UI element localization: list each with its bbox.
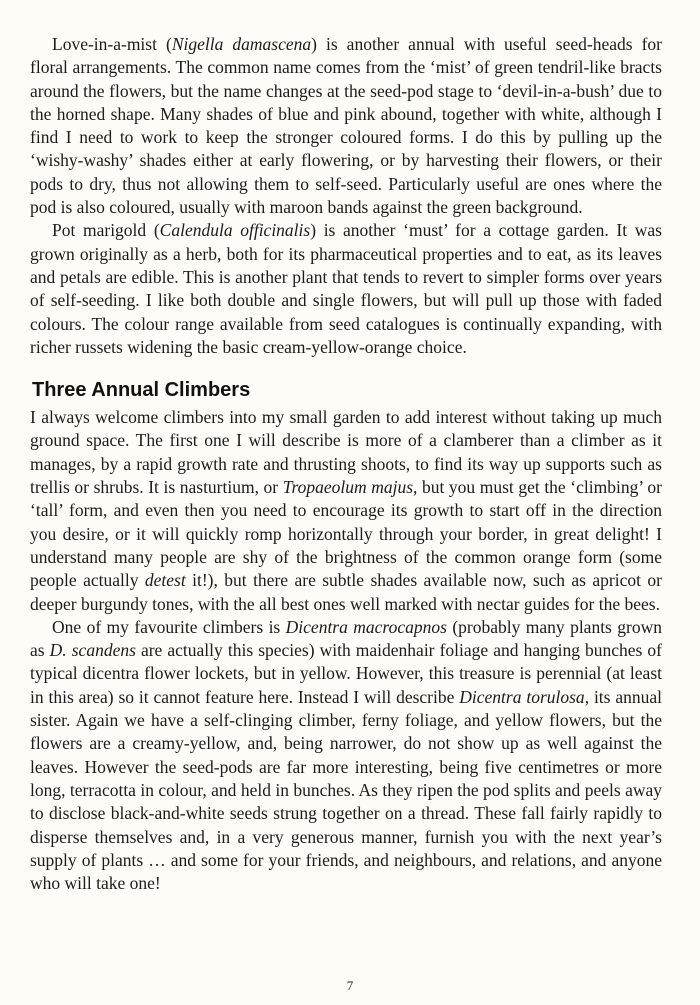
latin-name-calendula: Calendula officinalis <box>159 220 311 241</box>
paragraph-dicentra <box>30 616 662 896</box>
paragraph-pot-marigold <box>30 219 662 359</box>
text-run: I always welcome climbers into my small garden to add interest without taking up much ground space. The first one I will describe is more of a clamberer than a climber as it manages, by a rapid growth rate and thrusting shoots, to find its way up supports such as trellis or shrubs. It is nasturtium, or <box>30 407 662 498</box>
paragraph-nasturtium <box>30 406 662 616</box>
text-run: Pot marigold ( <box>52 220 160 241</box>
paragraph-love-in-a-mist <box>30 33 662 219</box>
latin-name-dicentra-torulosa: Dicentra torulosa <box>459 686 585 707</box>
text-run: (probably many plants grown as <box>30 616 662 661</box>
text-run: , but you must get the ‘climbing’ or ‘tall’ form, and even then you need to encourage its growth to start off in the direction you desire, or it will quickly romp horizontally through your border, in great delight! I understand many people are shy of the brightness of the common orange form (some people actually <box>30 477 662 591</box>
text-run: are actually this species) with maidenhair foliage and hanging bunches of typical dicentra flower lockets, but in yellow. However, this treasure is perennial (at least in this area) so it cannot feature here. Instead I will describe <box>30 640 662 707</box>
latin-name-nigella: Nigella damascena <box>171 34 312 54</box>
text-run: it!), but there are subtle shades available now, such as apricot or deeper burgundy tones, with the all best ones well marked with nectar guides for the bees. <box>30 570 662 614</box>
text-run: Love-in-a-mist ( <box>52 34 172 54</box>
text-run: ) is another ‘must’ for a cottage garden. It was grown originally as a herb, both for its pharmaceutical properties and to eat, as its leaves and petals are edible. This is another plant that tends to revert to simpler forms over years of self-seeding. I like both double and single flowers, but will pull up those with faded colours. The colour range available from seed catalogues is continually expanding, with richer russets widening the basic cream-yellow-orange choice. <box>30 220 662 357</box>
latin-name-tropaeolum: Tropaeolum majus <box>282 477 414 498</box>
emphasis-detest: detest <box>144 570 186 591</box>
text-run: , its annual sister. Again we have a self-clinging climber, ferny foliage, and yellow flowers, but the flowers are a creamy-yellow, and, being narrower, do not show up as well against the leaves. However the seed-pods are far more interesting, being five centimetres or more long, terracotta in colour, and held in bunches. As they ripen the pod splits and peels away to disclose black-and-white seeds strung together on a thread. These fall fairly rapidly to disperse themselves and, in a very generous manner, furnish you with the next year’s supply of plants … and some for your friends, and neighbours, and relations, and anyone who will take one! <box>30 686 662 894</box>
text-run: One of my favourite climbers is <box>52 616 286 637</box>
latin-name-dicentra-macrocapnos: Dicentra macrocapnos <box>285 616 447 637</box>
section-heading: Three Annual Climbers <box>32 379 251 402</box>
page-number: 7 <box>346 978 354 993</box>
latin-name-d-scandens: D. scandens <box>49 640 136 661</box>
page-body <box>30 33 662 895</box>
text-run: ) is another annual with useful seed-heads for floral arrangements. The common name comes from the ‘mist’ of green tendril-like bracts around the flowers, but the name changes at the seed-pod stage to ‘devil-in-a-bush’ due to the horned shape. Many shades of blue and pink abound, together with white, although I find I need to work to keep the stronger coloured forms. I do this by pulling up the ‘wishy-washy’ shades either at early flowering, or by harvesting their flowers, or their pods to dry, thus not allowing them to self-seed. Particularly useful are ones where the pod is also coloured, usually with maroon bands against the green background. <box>30 34 662 218</box>
